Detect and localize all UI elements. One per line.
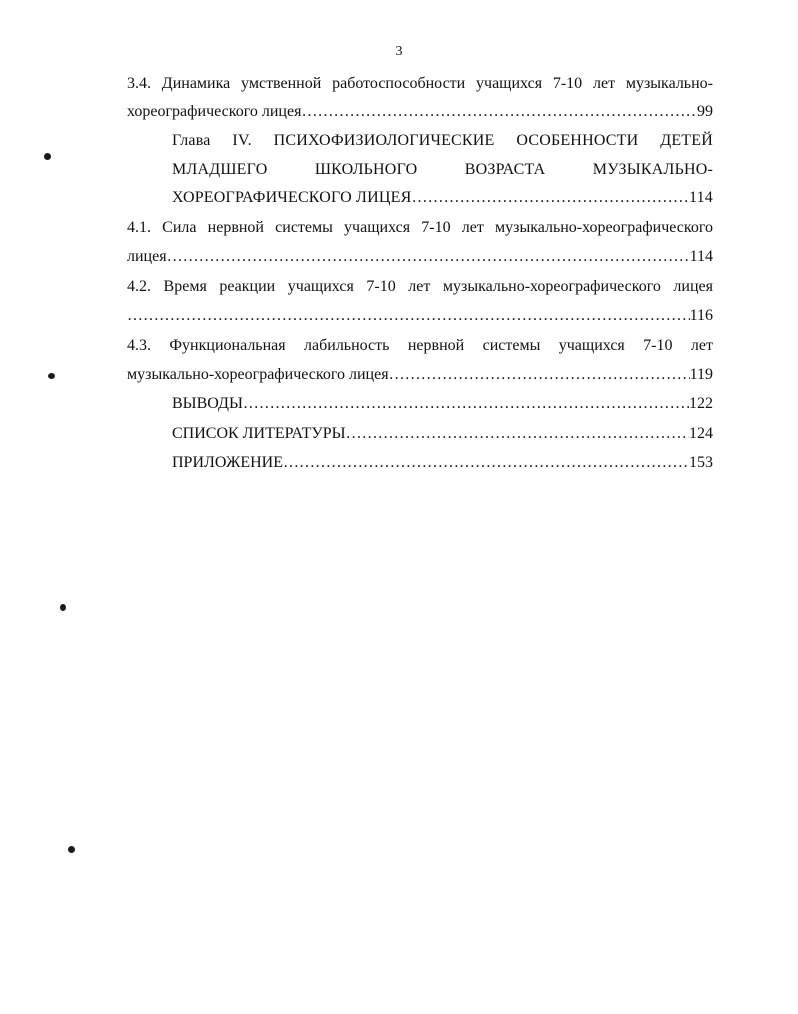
toc-entry-4-2[interactable] bbox=[127, 306, 713, 326]
toc-entry-4-3-line2: музыкально-хореографического лицея bbox=[127, 366, 389, 383]
scan-mark bbox=[68, 846, 75, 853]
toc-chapter-4-line3: ХОРЕОГРАФИЧЕСКОГО ЛИЦЕЯ bbox=[172, 189, 412, 206]
leader-dots bbox=[243, 394, 689, 414]
toc-references-page: 124 bbox=[689, 425, 713, 442]
toc-appendix[interactable] bbox=[172, 453, 713, 473]
toc-references[interactable] bbox=[172, 424, 713, 444]
toc-chapter-4[interactable] bbox=[172, 188, 713, 208]
toc-chapter-4-line2: МЛАДШЕГО ШКОЛЬНОГО ВОЗРАСТА МУЗЫКАЛЬНО- bbox=[172, 161, 713, 178]
toc-conclusions-page: 122 bbox=[689, 395, 713, 412]
leader-dots bbox=[389, 365, 690, 385]
toc-entry-3-4-line2: хореографического лицея bbox=[127, 103, 302, 120]
page-number: 3 bbox=[395, 44, 403, 59]
scan-mark bbox=[44, 153, 51, 160]
toc-entry-4-2-line1: 4.2. Время реакции учащихся 7-10 лет музыкально-хореографического лицея bbox=[127, 278, 713, 295]
toc-entry-4-3[interactable] bbox=[127, 365, 713, 385]
toc-entry-4-1-page: 114 bbox=[689, 248, 713, 265]
toc-conclusions-title: ВЫВОДЫ bbox=[172, 395, 243, 412]
toc-entry-4-2-page: 116 bbox=[689, 307, 713, 324]
toc-entry-4-1[interactable] bbox=[127, 247, 713, 267]
leader-dots bbox=[167, 247, 690, 267]
scan-mark bbox=[60, 604, 66, 611]
toc-appendix-page: 153 bbox=[689, 454, 713, 471]
toc-chapter-4-page: 114 bbox=[688, 189, 713, 206]
leader-dots bbox=[283, 453, 689, 473]
leader-dots bbox=[301, 102, 697, 122]
toc-entry-3-4[interactable] bbox=[127, 102, 713, 122]
toc-entry-4-3-page: 119 bbox=[689, 366, 713, 383]
toc-entry-4-1-line1: 4.1. Сила нервной системы учащихся 7-10 лет музыкально-хореографического bbox=[127, 219, 713, 236]
toc-entry-3-4-page: 99 bbox=[697, 103, 713, 120]
toc-entry-4-1-line2: лицея bbox=[127, 248, 167, 265]
toc-entry-4-3-line1: 4.3. Функциональная лабильность нервной системы учащихся 7-10 лет bbox=[127, 337, 713, 354]
scan-mark bbox=[48, 373, 55, 379]
leader-dots bbox=[411, 188, 689, 208]
leader-dots bbox=[127, 306, 690, 326]
toc-chapter-4-line1: Глава IV. ПСИХОФИЗИОЛОГИЧЕСКИЕ ОСОБЕННОСТИ ДЕТЕЙ bbox=[172, 132, 713, 149]
leader-dots bbox=[346, 424, 689, 444]
toc-conclusions[interactable] bbox=[172, 394, 713, 414]
toc-entry-3-4-line1: 3.4. Динамика умственной работоспособности учащихся 7-10 лет музыкально- bbox=[127, 75, 713, 92]
toc-references-title: СПИСОК ЛИТЕРАТУРЫ bbox=[172, 425, 346, 442]
toc-appendix-title: ПРИЛОЖЕНИЕ bbox=[172, 454, 284, 471]
